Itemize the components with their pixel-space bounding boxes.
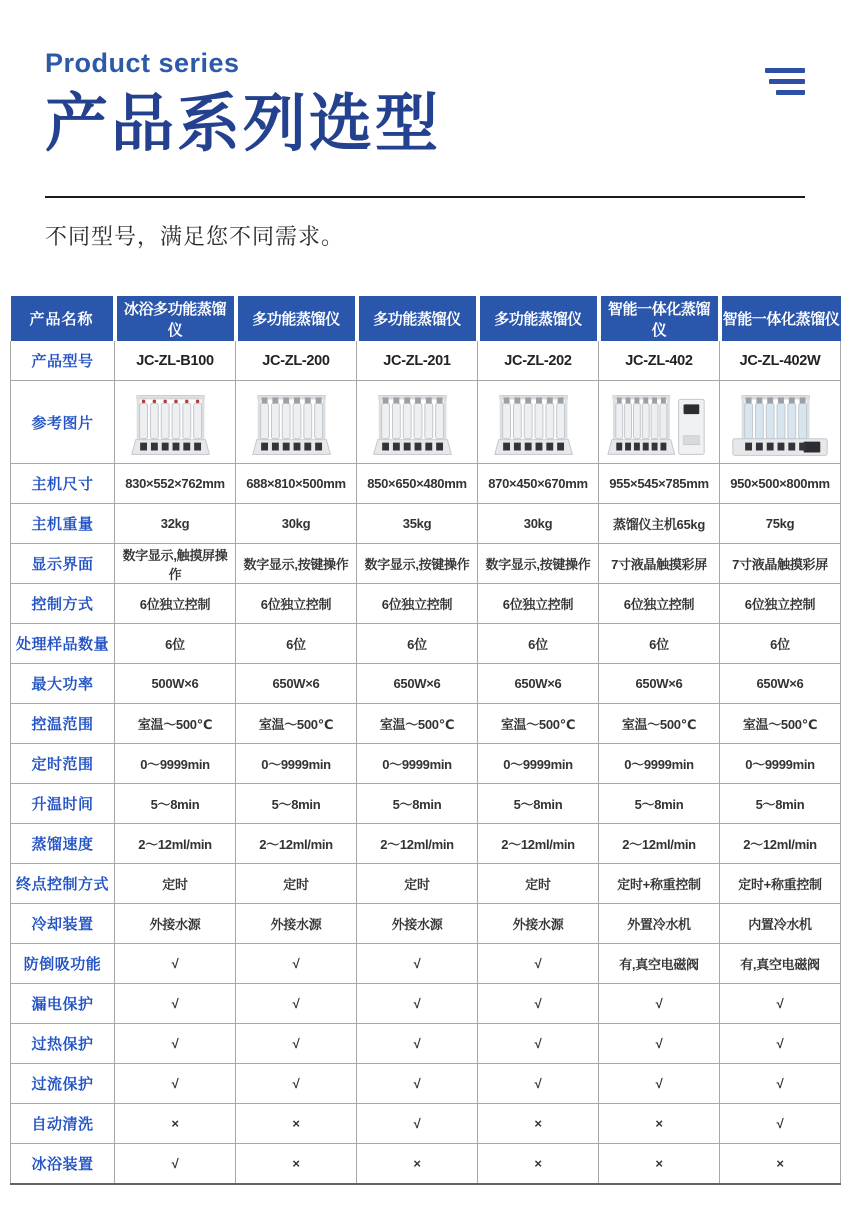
menu-bar [769,79,805,84]
spec-value: 蒸馏仪主机65kg [599,504,720,544]
spec-value: 500W×6 [115,664,236,704]
spec-value: √ [236,944,357,984]
spec-row-4 [11,544,841,584]
row-label: 控温范围 [11,704,115,744]
spec-value: 2～12ml/min [236,824,357,864]
spec-value: 5～8min [599,784,720,824]
column-header: 冰浴多功能蒸馏仪 [115,296,236,341]
spec-value: × [478,1144,599,1185]
spec-row-8 [11,704,841,744]
row-label: 漏电保护 [11,984,115,1024]
distiller-402w-wide-photo [720,381,841,464]
spec-value: 室温～500℃ [357,704,478,744]
spec-value: 955×545×785mm [599,464,720,504]
spec-value: × [720,1144,841,1185]
spec-value: √ [357,984,478,1024]
spec-value: 5～8min [236,784,357,824]
spec-value: 0～9999min [599,744,720,784]
spec-value: 定时 [357,864,478,904]
row-label: 处理样品数量 [11,624,115,664]
spec-value: √ [236,1024,357,1064]
spec-value: 6位 [478,624,599,664]
spec-value: 室温～500℃ [599,704,720,744]
spec-value: 室温～500℃ [236,704,357,744]
row-label: 最大功率 [11,664,115,704]
spec-value: 有,真空电磁阀 [720,944,841,984]
spec-value: × [236,1104,357,1144]
column-header: 智能一体化蒸馏仪 [720,296,841,341]
spec-row-1 [11,381,841,464]
title-divider [45,196,805,198]
spec-row-3 [11,504,841,544]
spec-value: 0～9999min [357,744,478,784]
spec-value: 30kg [236,504,357,544]
spec-value: 外接水源 [115,904,236,944]
column-header: 多功能蒸馏仪 [236,296,357,341]
spec-value: 32kg [115,504,236,544]
spec-value: √ [478,1064,599,1104]
spec-value: √ [357,1064,478,1104]
spec-value: JC-ZL-202 [478,341,599,381]
menu-lines-icon[interactable] [763,68,805,101]
spec-value: 数字显示,按键操作 [478,544,599,584]
spec-value: √ [599,1064,720,1104]
spec-value: JC-ZL-B100 [115,341,236,381]
row-label: 产品型号 [11,341,115,381]
spec-value: √ [115,1024,236,1064]
spec-value: 0～9999min [236,744,357,784]
distiller-200-photo [236,381,357,464]
column-header: 多功能蒸馏仪 [478,296,599,341]
spec-row-16 [11,1024,841,1064]
spec-value: 0～9999min [478,744,599,784]
page-title: 产品系列选型 [45,89,441,159]
spec-value: 6位独立控制 [236,584,357,624]
row-label: 冰浴装置 [11,1144,115,1185]
page-header [45,48,805,157]
spec-value: √ [599,1024,720,1064]
spec-value: 6位独立控制 [357,584,478,624]
spec-value: 外接水源 [236,904,357,944]
spec-value: 5～8min [478,784,599,824]
spec-value: × [478,1104,599,1144]
spec-value: 2～12ml/min [115,824,236,864]
row-label: 自动清洗 [11,1104,115,1144]
spec-value: √ [357,944,478,984]
distiller-402-with-chiller-photo [599,381,720,464]
spec-value: 6位独立控制 [599,584,720,624]
table-body [11,341,841,1184]
spec-value: × [115,1104,236,1144]
spec-value: 30kg [478,504,599,544]
spec-value: 外接水源 [357,904,478,944]
spec-value: 850×650×480mm [357,464,478,504]
spec-value: 650W×6 [236,664,357,704]
column-header: 智能一体化蒸馏仪 [599,296,720,341]
row-label: 冷却装置 [11,904,115,944]
column-header: 多功能蒸馏仪 [357,296,478,341]
spec-value: 定时 [236,864,357,904]
spec-row-2 [11,464,841,504]
spec-value: 有,真空电磁阀 [599,944,720,984]
spec-value: 室温～500℃ [478,704,599,744]
spec-value: √ [599,984,720,1024]
spec-value: 5～8min [720,784,841,824]
eyebrow-text: Product series [45,48,240,78]
spec-row-0 [11,341,841,381]
spec-value: √ [357,1104,478,1144]
spec-value: √ [720,1064,841,1104]
spec-value: 6位 [115,624,236,664]
spec-row-7 [11,664,841,704]
product-spec-table [10,296,841,1185]
spec-value: 定时 [115,864,236,904]
spec-value: 7寸液晶触摸彩屏 [599,544,720,584]
spec-row-18 [11,1104,841,1144]
spec-row-17 [11,1064,841,1104]
spec-value: 950×500×800mm [720,464,841,504]
spec-value: √ [236,1064,357,1104]
spec-value: JC-ZL-201 [357,341,478,381]
spec-value: 2～12ml/min [720,824,841,864]
spec-value: 定时 [478,864,599,904]
spec-value: 数字显示,按键操作 [236,544,357,584]
spec-row-12 [11,864,841,904]
spec-value: 外置冷水机 [599,904,720,944]
row-label: 主机重量 [11,504,115,544]
spec-value: JC-ZL-402 [599,341,720,381]
spec-value: 内置冷水机 [720,904,841,944]
row-label: 防倒吸功能 [11,944,115,984]
spec-value: 外接水源 [478,904,599,944]
spec-value: 数字显示,按键操作 [357,544,478,584]
spec-value: √ [720,984,841,1024]
spec-value: 室温～500℃ [115,704,236,744]
spec-row-5 [11,584,841,624]
spec-value: √ [478,944,599,984]
spec-value: 6位独立控制 [720,584,841,624]
spec-value: 688×810×500mm [236,464,357,504]
spec-value: 650W×6 [720,664,841,704]
distiller-b100-photo [115,381,236,464]
spec-value: 室温～500℃ [720,704,841,744]
row-label: 过热保护 [11,1024,115,1064]
spec-value: 35kg [357,504,478,544]
spec-value: 6位 [720,624,841,664]
spec-value: 6位独立控制 [115,584,236,624]
spec-value: 6位独立控制 [478,584,599,624]
spec-value: 75kg [720,504,841,544]
row-label: 升温时间 [11,784,115,824]
spec-value: 6位 [236,624,357,664]
spec-value: 2～12ml/min [599,824,720,864]
spec-value: 0～9999min [720,744,841,784]
spec-row-15 [11,984,841,1024]
spec-value: 定时+称重控制 [599,864,720,904]
spec-value: √ [115,1064,236,1104]
spec-row-10 [11,784,841,824]
spec-value: 2～12ml/min [478,824,599,864]
row-label: 显示界面 [11,544,115,584]
row-label: 过流保护 [11,1064,115,1104]
spec-value: 5～8min [357,784,478,824]
spec-value: √ [236,984,357,1024]
product-spec-table-wrap [10,296,840,1185]
spec-value: × [599,1144,720,1185]
spec-value: 650W×6 [357,664,478,704]
spec-row-6 [11,624,841,664]
page-subtitle: 不同型号，满足您不同需求。 [45,224,345,249]
spec-value: 870×450×670mm [478,464,599,504]
spec-row-11 [11,824,841,864]
spec-value: √ [720,1024,841,1064]
spec-value: √ [115,984,236,1024]
table-header-row [11,296,841,341]
spec-value: × [599,1104,720,1144]
menu-bar [776,90,805,95]
spec-row-19 [11,1144,841,1185]
spec-value: JC-ZL-200 [236,341,357,381]
spec-value: 数字显示,触摸屏操作 [115,544,236,584]
spec-value: 5～8min [115,784,236,824]
row-label: 参考图片 [11,381,115,464]
row-label: 主机尺寸 [11,464,115,504]
distiller-201-photo [357,381,478,464]
spec-value: 650W×6 [478,664,599,704]
spec-row-14 [11,944,841,984]
spec-value: JC-ZL-402W [720,341,841,381]
spec-value: √ [115,944,236,984]
spec-value: √ [115,1144,236,1185]
spec-value: √ [478,1024,599,1064]
spec-value: × [236,1144,357,1185]
menu-bar [765,68,805,73]
row-label: 控制方式 [11,584,115,624]
spec-value: × [357,1144,478,1185]
spec-value: 0～9999min [115,744,236,784]
spec-value: √ [357,1024,478,1064]
row-label: 定时范围 [11,744,115,784]
row-label: 蒸馏速度 [11,824,115,864]
spec-row-9 [11,744,841,784]
spec-value: 2～12ml/min [357,824,478,864]
spec-value: 6位 [599,624,720,664]
corner-header: 产品名称 [11,296,115,341]
spec-value: √ [478,984,599,1024]
distiller-202-photo [478,381,599,464]
spec-value: 830×552×762mm [115,464,236,504]
spec-value: 7寸液晶触摸彩屏 [720,544,841,584]
row-label: 终点控制方式 [11,864,115,904]
spec-row-13 [11,904,841,944]
spec-value: √ [720,1104,841,1144]
spec-value: 6位 [357,624,478,664]
spec-value: 定时+称重控制 [720,864,841,904]
spec-value: 650W×6 [599,664,720,704]
